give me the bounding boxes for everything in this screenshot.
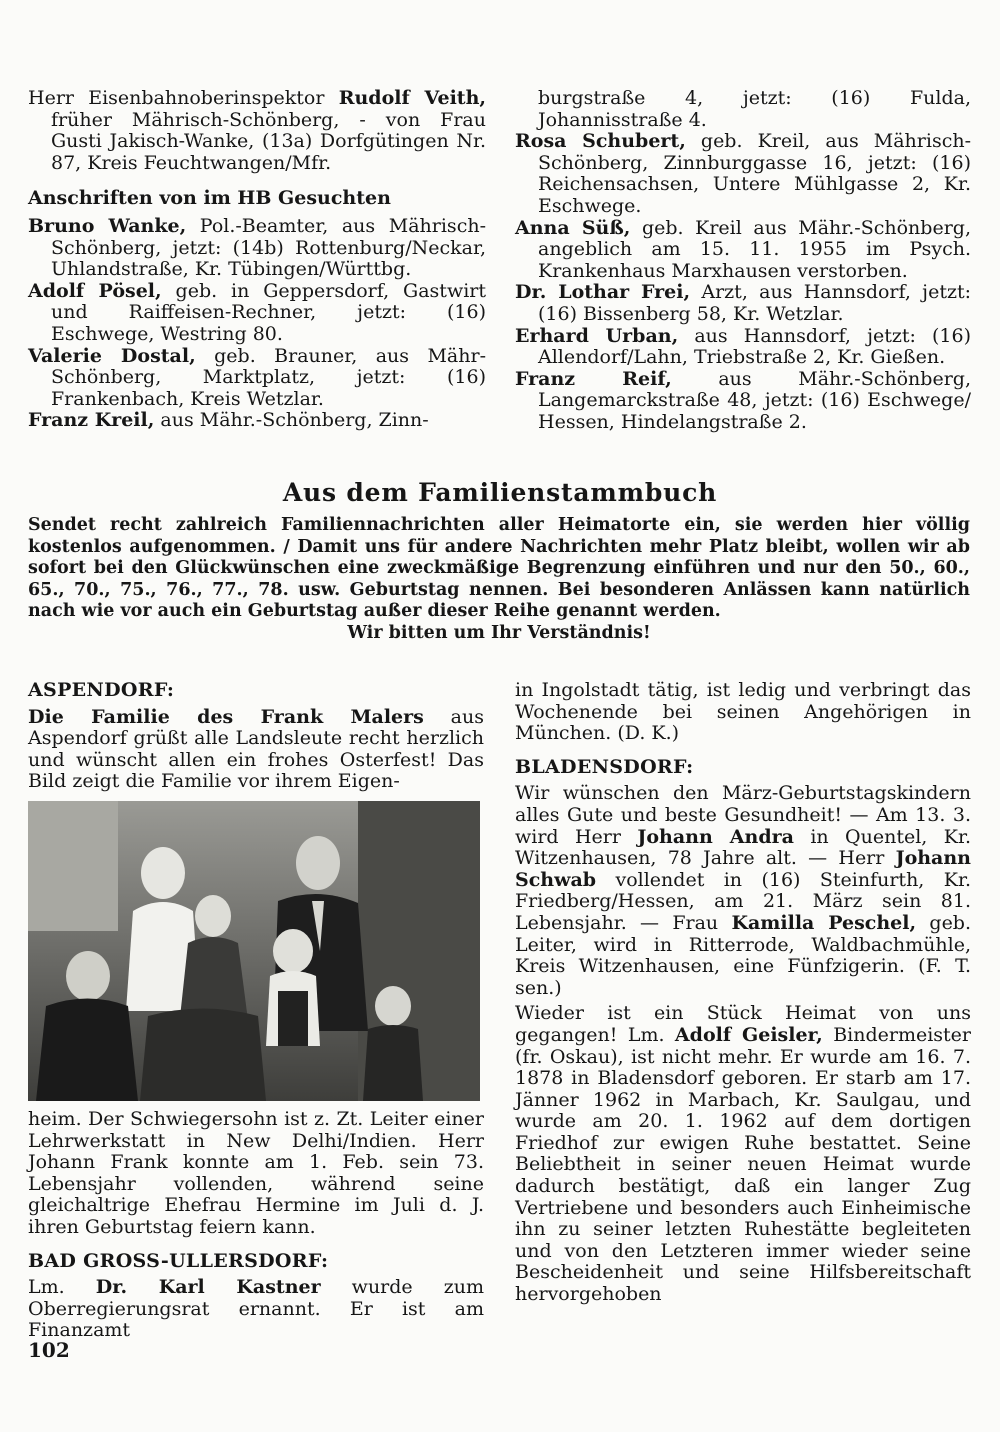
region-heading-aspendorf: ASPENDORF: <box>28 679 175 701</box>
address-entry <box>515 218 971 283</box>
section-title: Aus dem Familienstammbuch <box>282 478 718 507</box>
entry-name: Valerie Dostal, <box>28 344 196 367</box>
person-name: Johann Andra <box>637 825 794 848</box>
address-entry <box>515 131 971 217</box>
paragraph-text: aus Aspendorf grüßt alle Landsleute recht herzlich und wünscht allen ein frohes Osterfest! Das Bild zeigt die Familie vor ihrem Eigen- <box>28 705 484 793</box>
section-intro <box>28 515 970 644</box>
entry-name: Rosa Schubert, <box>515 130 686 153</box>
paragraph-text: in Quentel, Kr. Witzenhausen, 78 Jahre alt. — Herr <box>515 825 971 870</box>
address-entry <box>28 410 486 432</box>
aspendorf-text-1 <box>28 707 484 793</box>
top-right-column <box>515 88 971 434</box>
aspendorf-text-2: heim. Der Schwiegersohn ist z. Zt. Leiter einer Lehrwerkstatt in New Delhi/Indien. Herr Johann Frank konnte am 1. Feb. sein 73. Lebensjahr vollenden, während seine gleichaltrige Ehefrau Hermine im Juli d. J. ihren Geburtstag feiern kann. <box>28 1107 484 1238</box>
searched-addresses-heading: Anschriften von im HB Gesuchten <box>28 187 391 210</box>
bad-gross-text <box>28 1277 484 1342</box>
top-left-column <box>28 88 486 432</box>
page-number: 102 <box>28 1338 70 1362</box>
continued-entry: burgstraße 4, jetzt: (16) Fulda, Johannisstraße 4. <box>538 87 971 131</box>
family-photo-image <box>28 801 480 1101</box>
address-entry <box>515 326 971 369</box>
person-name: Adolf Geisler, <box>674 1023 823 1046</box>
entry-name: Bruno Wanke, <box>28 214 187 237</box>
address-entry <box>515 369 971 434</box>
birthday-paragraph <box>515 783 971 999</box>
bottom-left-column <box>28 676 484 1342</box>
obituary-paragraph <box>515 1003 971 1305</box>
paragraph-text: wurde zum Oberregierungsrat ernannt. Er ist am Finanzamt <box>28 1276 484 1342</box>
address-entry <box>28 216 486 281</box>
paragraph-text: vollendet in (16) Steinfurth, Kr. Friedberg/Hessen, am 21. März sein 81. Lebensjahr. — Frau <box>515 868 971 934</box>
entry-name: Franz Reif, <box>515 367 672 390</box>
region-heading-bad-gross-ullersdorf: BAD GROSS-ULLERSDORF: <box>28 1249 329 1272</box>
entry-name: Rudolf Veith, <box>338 87 486 109</box>
entry-text: früher Mährisch-Schönberg, - von Frau Gusti Jakisch-Wanke, (13a) Dorfgütingen Nr. 87, Kreis Feuchtwangen/Mfr. <box>51 108 486 174</box>
entry-name: Adolf Pösel, <box>28 279 162 302</box>
entry-text: geb. in Geppersdorf, Gastwirt und Raiffeisen-Rechner, jetzt: (16) Eschwege, Westring 80. <box>51 279 486 345</box>
family-name: Die Familie des Frank Malers <box>28 705 424 728</box>
continued-paragraph: in Ingolstadt tätig, ist ledig und verbringt das Wochenende bei seinen Angehörigen in München. (D. K.) <box>515 679 971 745</box>
paragraph-text: Wieder ist ein Stück Heimat von uns gegangen! Lm. <box>515 1002 971 1046</box>
entry-text: aus Mähr.-Schönberg, Langemarckstraße 48, jetzt: (16) Eschwege/ Hessen, Hindelangstraße 2. <box>538 367 971 433</box>
notice-entry <box>28 88 486 174</box>
paragraph-text: Wir wünschen den März-Geburtstagskindern alles Gute und beste Gesundheit! — Am 13. 3. wird Herr <box>515 782 971 848</box>
entry-text: geb. Kreil, aus Mährisch-Schönberg, Zinnburggasse 16, jetzt: (16) Reichensachsen, Untere Mühlgasse 2, Kr. Eschwege. <box>538 130 972 217</box>
address-entry <box>28 281 486 346</box>
entry-name: Franz Kreil, <box>28 409 155 432</box>
family-photo <box>28 801 480 1101</box>
entry-name: Dr. Lothar Frei, <box>515 281 691 304</box>
entry-name: Anna Süß, <box>515 216 631 239</box>
intro-text: Sendet recht zahlreich Familiennachrichten aller Heimatorte ein, sie werden hier völlig kostenlos aufgenommen. / Damit uns für andere Nachrichten mehr Platz bleibt, wollen wir ab sofort bei den Glückwünschen eine zweckmäßige Begrenzung einführen und nur den 50., 60., 65., 70., 75., 76., 77., 78. usw. Geburtstag nennen. Bei besonderen Anlässen kann natürlich nach wie vor auch ein Geburtstag außer dieser Reihe genannt werden. <box>28 515 970 621</box>
text-prefix: Lm. <box>28 1276 96 1299</box>
bottom-right-column <box>515 680 971 1306</box>
entry-name: Erhard Urban, <box>515 324 679 347</box>
entry-text: geb. Kreil aus Mähr.-Schönberg, angeblich am 15. 11. 1955 im Psych. Krankenhaus Marxhausen verstorben. <box>538 216 971 282</box>
intro-closing: Wir bitten um Ihr Verständnis! <box>347 622 651 643</box>
person-name: Kamilla Peschel, <box>731 911 917 934</box>
entry-prefix: Herr Eisenbahnoberinspektor <box>28 87 339 109</box>
entry-text: aus Mähr.-Schönberg, Zinn- <box>154 409 429 432</box>
entry-text: Pol.-Beamter, aus Mährisch-Schönberg, jetzt: (14b) Rottenburg/Neckar, Uhlandstraße, Kr. Tübingen/Württbg. <box>51 214 486 281</box>
address-entry <box>28 346 486 411</box>
entry-text: Arzt, aus Hannsdorf, jetzt: (16) Bissenberg 58, Kr. Wetzlar. <box>538 281 971 325</box>
region-heading-bladensdorf: BLADENSDORF: <box>515 755 694 778</box>
entry-text: aus Hannsdorf, jetzt: (16) Allendorf/Lahn, Triebstraße 2, Kr. Gießen. <box>538 324 971 369</box>
person-name: Dr. Karl Kastner <box>95 1276 321 1299</box>
paragraph-text: geb. Leiter, wird in Ritterrode, Waldbachmühle, Kreis Witzenhausen, eine Fünfzigerin. (F. T. sen.) <box>515 911 972 999</box>
person-name: Johann Schwab <box>515 847 971 891</box>
paragraph-text: Bindermeister (fr. Oskau), ist nicht mehr. Er wurde am 16. 7. 1878 in Bladensdorf geboren. Er starb am 17. Jänner 1962 in Marbach, Kr. Saulgau, und wurde am 20. 1. 1962 auf dem dortigen Friedhof zur ewigen Ruhe bestattet. Seine Beliebtheit in seiner neuen Heimat wurde dadurch bestätigt, daß ein langer Zug Vertriebene und besonders auch Einheimische ihn zu seiner letzten Ruhestätte begleiteten und von den Letzteren immer wieder seine Bescheidenheit und seine Hilfsbereitschaft hervorgehoben <box>515 1023 972 1306</box>
address-entry <box>515 282 971 325</box>
entry-text: geb. Brauner, aus Mähr-Schönberg, Marktplatz, jetzt: (16) Frankenbach, Kreis Wetzlar. <box>51 344 486 410</box>
